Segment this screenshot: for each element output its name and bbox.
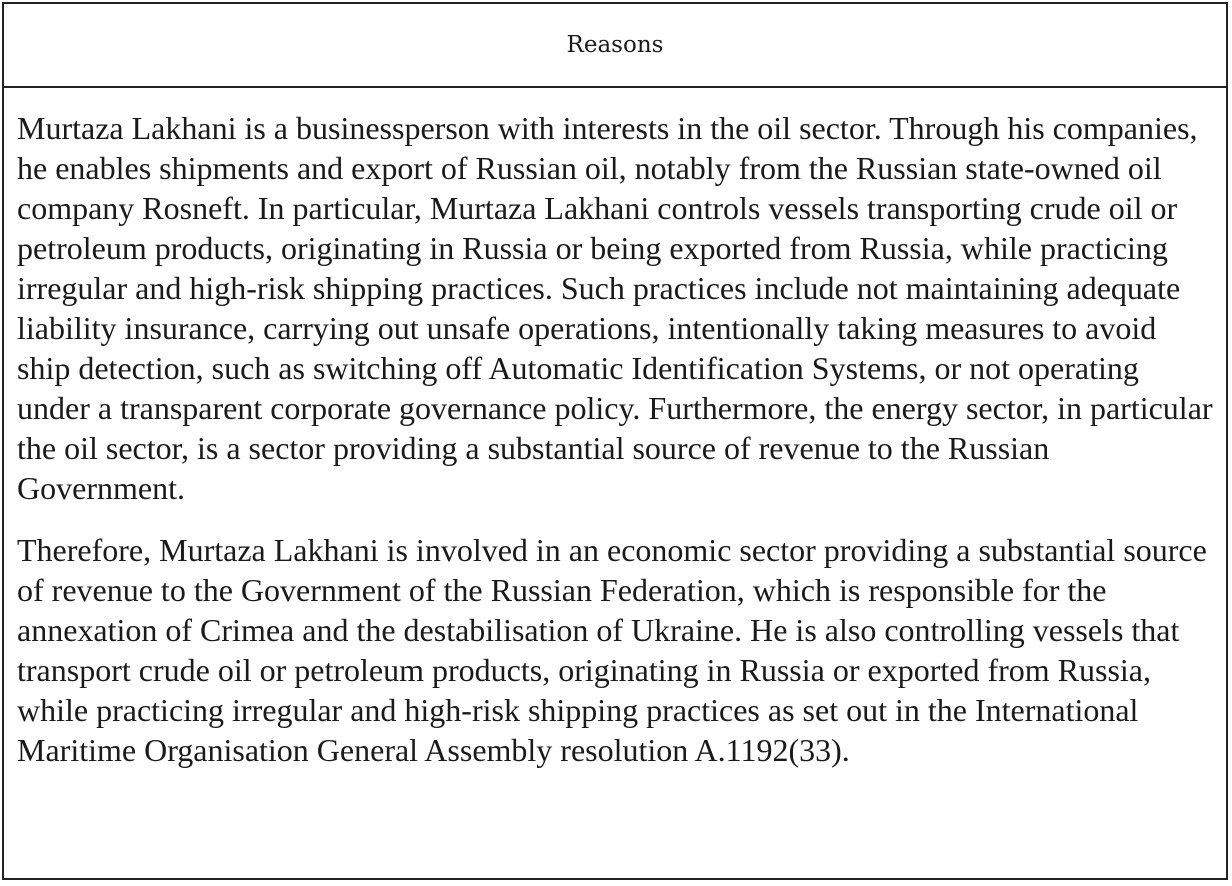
reasons-table xyxy=(2,2,1228,880)
table-body-cell xyxy=(4,88,1226,770)
reason-paragraph-1: Murtaza Lakhani is a businessperson with interests in the oil sector. Through his companies, he enables shipments and export of Russian oil, notably from the Russian state-owned oil company Rosneft. In particular, Murtaza Lakhani controls vessels transporting crude oil or petroleum products, originating in Russia or being exported from Russia, while practicing irregular and high-risk shipping practices. Such practices include not maintaining adequate liability insurance, carrying out unsafe operations, intentionally taking measures to avoid ship detection, such as switching off Automatic Identification Systems, or not operating under a transparent corporate governance policy. Furthermore, the energy sector, in particular the oil sector, is a sector providing a substantial source of revenue to the Russian Government. xyxy=(17,110,1213,506)
reason-paragraph-2: Therefore, Murtaza Lakhani is involved in an economic sector providing a substantial source of revenue to the Government of the Russian Federation, which is responsible for the annexation of Crimea and the destabilisation of Ukraine. He is also controlling vessels that transport crude oil or petroleum products, originating in Russia or exported from Russia, while practicing irregular and high-risk shipping practices as set out in the International Maritime Organisation General Assembly resolution A.1192(33). xyxy=(17,532,1207,768)
table-header-reasons: Reasons xyxy=(4,4,1226,88)
